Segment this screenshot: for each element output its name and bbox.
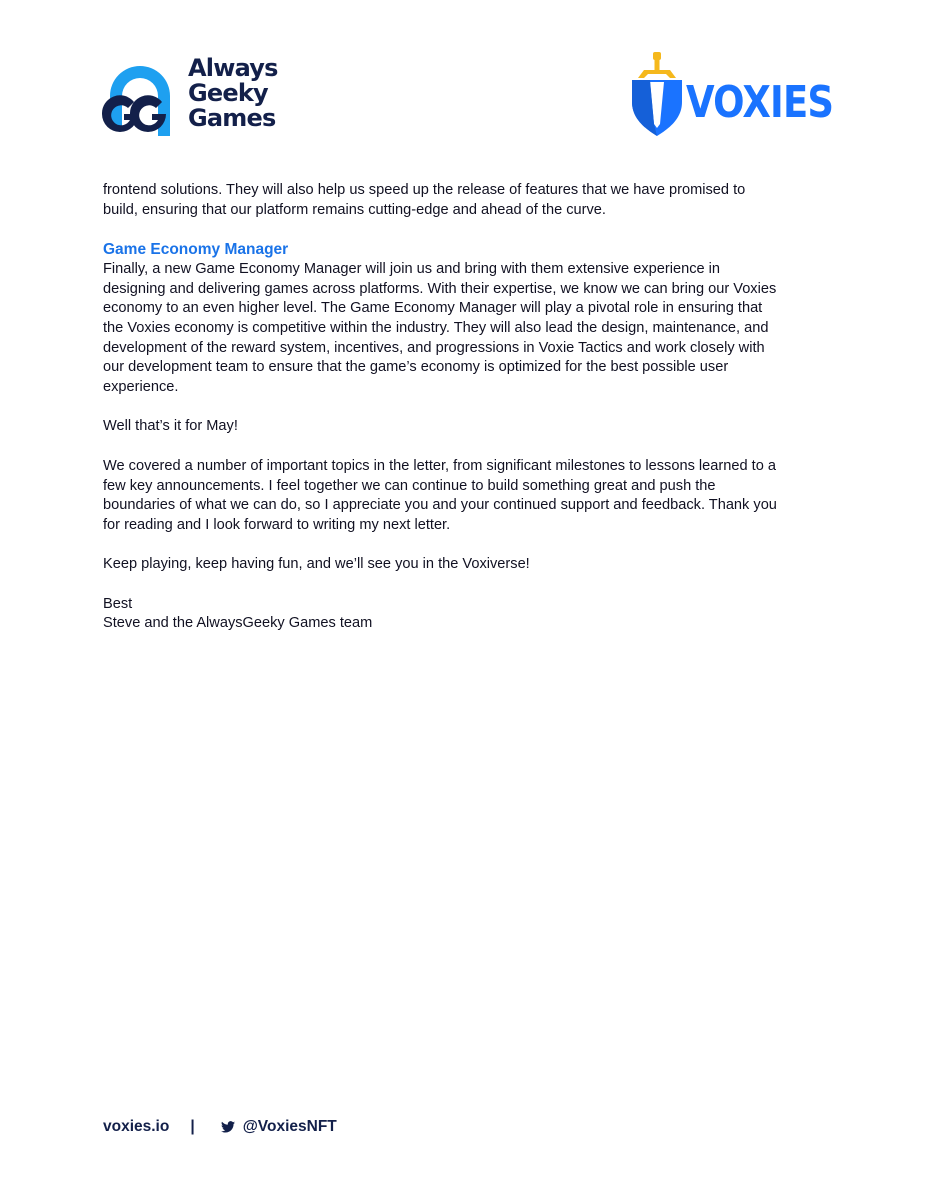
summary-paragraph: We covered a number of important topics in the letter, from significant milestones to lessons learned to a few key announcements. I feel together we can continue to build something great and push the boundaries of what we can do, so I appreciate you and your continued support and feedback. Thank you for reading and I look forward to writing my next letter. [103, 457, 777, 533]
voxies-logo [630, 52, 834, 138]
alwaysgeeky-games-logo [100, 56, 300, 140]
voxies-wordmark: VOXIES [686, 77, 834, 128]
section-heading-game-economy-manager: Game Economy Manager [103, 241, 289, 259]
agg-wordmark-line2: Geeky [188, 79, 268, 107]
closing-line: Well that’s it for May! [103, 418, 238, 435]
footer-separator: | [190, 1118, 195, 1135]
agg-wordmark-line3: Games [188, 104, 276, 132]
section-paragraph: Finally, a new Game Economy Manager will join us and bring with them extensive experience in designing and delivering games across platforms. With their expertise, we know we can bring our Voxies economy to an even higher level. The Game Economy Manager will play a pivotal role in ensuring that the Voxies economy is competitive within the industry. They will also lead the design, maintenance, and development of the reward system, incentives, and progressions in Voxie Tactics and work closely with our development team to ensure that the game’s economy is optimized for the best possible user experience. [103, 260, 777, 396]
farewell-line: Keep playing, keep having fun, and we’ll see you in the Voxiverse! [103, 556, 530, 573]
footer [103, 1116, 337, 1138]
agg-wordmark [188, 56, 278, 131]
agg-monogram-icon [100, 56, 186, 140]
twitter-icon [221, 1121, 235, 1133]
website-link[interactable]: voxies.io [103, 1118, 170, 1135]
letter-body [103, 181, 783, 634]
voxies-sword-shield-icon [630, 52, 684, 138]
intro-paragraph: frontend solutions. They will also help us speed up the release of features that we have promised to build, ensuring that our platform remains cutting-edge and ahead of the curve. [103, 182, 746, 218]
agg-wordmark-line1: Always [188, 54, 278, 82]
signoff-greeting: Best [103, 595, 133, 612]
signoff-name: Steve and the AlwaysGeeky Games team [103, 615, 373, 632]
signoff [103, 595, 783, 634]
twitter-handle-link[interactable]: @VoxiesNFT [242, 1118, 337, 1135]
